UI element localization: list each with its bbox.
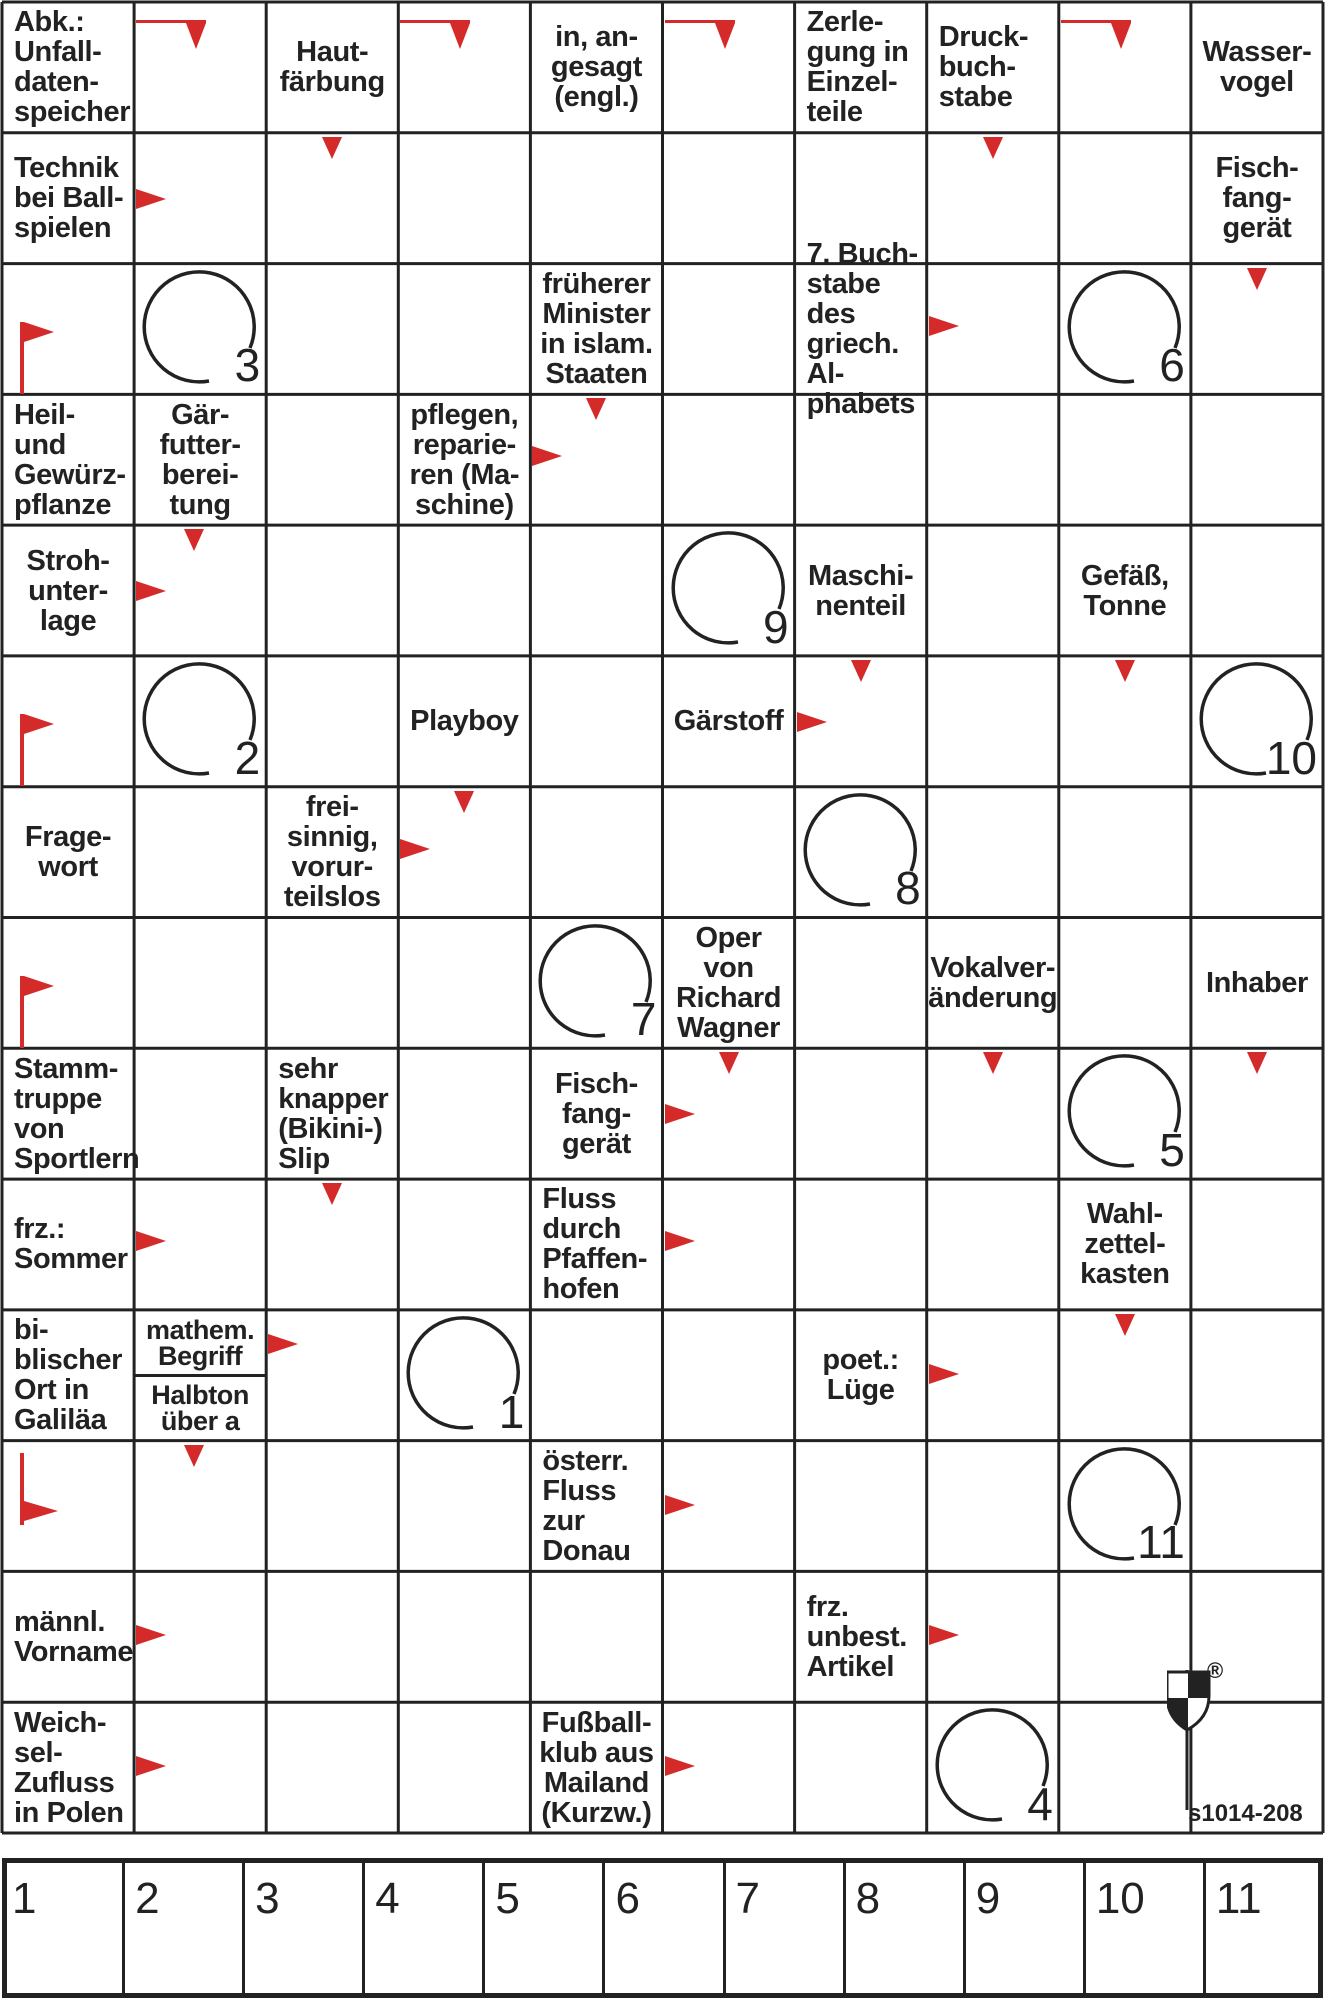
clue-text: pflegen, reparie- ren (Ma- schine) bbox=[409, 398, 520, 521]
solution-number: 10 bbox=[1265, 731, 1317, 784]
arrow-down-icon bbox=[586, 398, 606, 420]
arrow-right-icon bbox=[665, 1756, 695, 1776]
arrow-flag-icon bbox=[20, 976, 60, 1048]
solution-cell[interactable] bbox=[1083, 1858, 1203, 1998]
arrow-right-icon bbox=[400, 839, 430, 859]
clue-text: Druck- buch- stabe bbox=[938, 21, 1029, 114]
arrow-right-icon bbox=[136, 1231, 166, 1251]
arrow-flag-icon bbox=[20, 714, 60, 786]
arrow-down-icon bbox=[983, 137, 1003, 159]
arrow-down-icon bbox=[184, 1445, 204, 1467]
solution-number: 9 bbox=[763, 600, 789, 653]
clue-text: Frage- wort bbox=[24, 821, 112, 884]
clue-text: österr. Fluss zur Donau bbox=[542, 1445, 631, 1568]
clue-text: früherer Minister in islam. Staaten bbox=[540, 267, 653, 390]
solution-cell-number: 6 bbox=[615, 1874, 640, 1923]
arrow-corner-down-icon bbox=[400, 20, 470, 60]
arrow-corner-down-icon bbox=[136, 20, 206, 60]
clue-text: bi- blischer Ort in Galiläa bbox=[14, 1314, 123, 1437]
clue-text: mathem. Begriff bbox=[146, 1314, 255, 1371]
solution-number: 7 bbox=[630, 993, 657, 1046]
arrow-right-icon bbox=[929, 316, 959, 336]
arrow-right-icon bbox=[268, 1334, 298, 1354]
arrow-down-icon bbox=[1247, 268, 1267, 290]
clue-text: Fisch- fang- gerät bbox=[554, 1067, 638, 1160]
solution-number: 8 bbox=[895, 862, 921, 915]
solution-cell[interactable] bbox=[843, 1858, 963, 1998]
arrow-down-icon bbox=[719, 1052, 739, 1074]
arrow-right-icon bbox=[136, 1756, 166, 1776]
solution-cell[interactable] bbox=[1203, 1858, 1323, 1998]
clue-text: Halbton über a bbox=[151, 1379, 249, 1436]
solution-cell-number: 4 bbox=[375, 1874, 400, 1923]
solution-cell[interactable] bbox=[242, 1858, 362, 1998]
arrow-right-icon bbox=[136, 581, 166, 601]
arrow-down-icon bbox=[184, 529, 204, 551]
solution-cell-number: 3 bbox=[255, 1874, 280, 1923]
solution-number: 2 bbox=[234, 731, 261, 784]
solution-cell[interactable] bbox=[723, 1858, 843, 1998]
clue-text: Gärstoff bbox=[673, 705, 784, 738]
clue-text: in, an- gesagt (engl.) bbox=[550, 21, 642, 114]
solution-number: 6 bbox=[1159, 339, 1185, 392]
solution-number: 11 bbox=[1137, 1516, 1185, 1569]
clue-text: Stamm- truppe von Sportlern bbox=[14, 1052, 140, 1175]
clue-text: frei- sinnig, vorur- teilslos bbox=[283, 791, 381, 914]
solution-number: 4 bbox=[1027, 1777, 1053, 1830]
arrow-right-icon bbox=[665, 1495, 695, 1515]
clue-text: Stroh- unter- lage bbox=[26, 544, 110, 637]
arrow-corner-right-icon bbox=[20, 1453, 65, 1525]
clue-text: Technik bei Ball- spielen bbox=[14, 152, 124, 245]
solution-row bbox=[0, 1858, 1325, 2000]
solution-number: 1 bbox=[498, 1385, 525, 1438]
clue-text: Oper von Richard Wagner bbox=[675, 921, 782, 1044]
solution-cell-number: 1 bbox=[12, 1874, 37, 1923]
clue-text: Playboy bbox=[410, 705, 519, 738]
clue-text: männl. Vorname bbox=[14, 1605, 134, 1668]
solution-number: 3 bbox=[234, 339, 261, 392]
arrow-right-icon bbox=[929, 1364, 959, 1384]
arrow-right-icon bbox=[665, 1231, 695, 1251]
clue-text: Gär- futter- berei- tung bbox=[159, 398, 241, 521]
puzzle-code: s1014-208 bbox=[1188, 1800, 1303, 1827]
solution-number: 5 bbox=[1159, 1124, 1185, 1177]
clue-text: frz.: Sommer bbox=[14, 1213, 128, 1276]
arrow-right-icon bbox=[665, 1104, 695, 1124]
solution-cell-number: 8 bbox=[855, 1874, 881, 1923]
arrow-down-icon bbox=[1247, 1052, 1267, 1074]
arrow-corner-down-icon bbox=[1061, 20, 1131, 60]
solution-cell-number: 7 bbox=[735, 1874, 761, 1923]
arrow-down-icon bbox=[1115, 1314, 1135, 1336]
clue-text: Haut- färbung bbox=[279, 36, 385, 99]
clue-text: Fisch- fang- gerät bbox=[1215, 152, 1299, 245]
arrow-down-icon bbox=[322, 137, 342, 159]
solution-cell[interactable] bbox=[963, 1858, 1083, 1998]
clue-text: Vokalver- änderung bbox=[928, 951, 1058, 1014]
clue-text: sehr knapper (Bikini-) Slip bbox=[278, 1052, 389, 1175]
clue-text: Fluss durch Pfaffen- hofen bbox=[542, 1183, 648, 1306]
solution-cell-number: 9 bbox=[975, 1874, 1001, 1923]
solution-cell[interactable] bbox=[2, 1858, 122, 1998]
clue-text: poet.: Lüge bbox=[822, 1344, 899, 1407]
arrow-down-icon bbox=[1115, 660, 1135, 682]
clue-text: Inhaber bbox=[1205, 966, 1308, 999]
arrow-down-icon bbox=[322, 1183, 342, 1205]
solution-cell[interactable] bbox=[362, 1858, 482, 1998]
arrow-flag-icon bbox=[20, 322, 60, 394]
arrow-right-icon bbox=[929, 1625, 959, 1645]
clue-text: Fußball- klub aus Mailand (Kurzw.) bbox=[539, 1706, 654, 1829]
clue-text: Zerle- gung in Einzel- teile bbox=[806, 6, 909, 129]
arrow-down-icon bbox=[983, 1052, 1003, 1074]
solution-cell[interactable] bbox=[122, 1858, 242, 1998]
clue-text: 7. Buch- stabe des griech. Al- phabets bbox=[806, 237, 918, 420]
registered-mark: ® bbox=[1207, 1658, 1224, 1683]
arrow-right-icon bbox=[532, 446, 562, 466]
arrow-corner-down-icon bbox=[665, 20, 735, 60]
clue-text: Abk.: Unfall- daten- speicher bbox=[14, 6, 131, 129]
solution-cell[interactable] bbox=[602, 1858, 722, 1998]
solution-cell[interactable] bbox=[482, 1858, 602, 1998]
solution-cell-number: 11 bbox=[1215, 1874, 1262, 1923]
clue-text: Wasser- vogel bbox=[1202, 36, 1312, 99]
arrow-right-icon bbox=[797, 712, 827, 732]
publisher-logo bbox=[1167, 1660, 1247, 1810]
arrow-right-icon bbox=[136, 189, 166, 209]
solution-cell-number: 10 bbox=[1095, 1874, 1145, 1923]
clue-text: frz. unbest. Artikel bbox=[806, 1590, 907, 1683]
solution-cell-number: 5 bbox=[495, 1874, 520, 1923]
arrow-down-icon bbox=[851, 660, 871, 682]
clue-text: Heil- und Gewürz- pflanze bbox=[14, 398, 126, 521]
arrow-right-icon bbox=[136, 1625, 166, 1645]
clue-text: Weich- sel- Zufluss in Polen bbox=[14, 1706, 124, 1829]
arrow-down-icon bbox=[454, 791, 474, 813]
clue-text: Wahl- zettel- kasten bbox=[1080, 1198, 1170, 1291]
solution-cell-number: 2 bbox=[135, 1874, 160, 1923]
clue-text: Maschi- nenteil bbox=[808, 559, 914, 622]
clue-text: Gefäß, Tonne bbox=[1080, 559, 1169, 622]
